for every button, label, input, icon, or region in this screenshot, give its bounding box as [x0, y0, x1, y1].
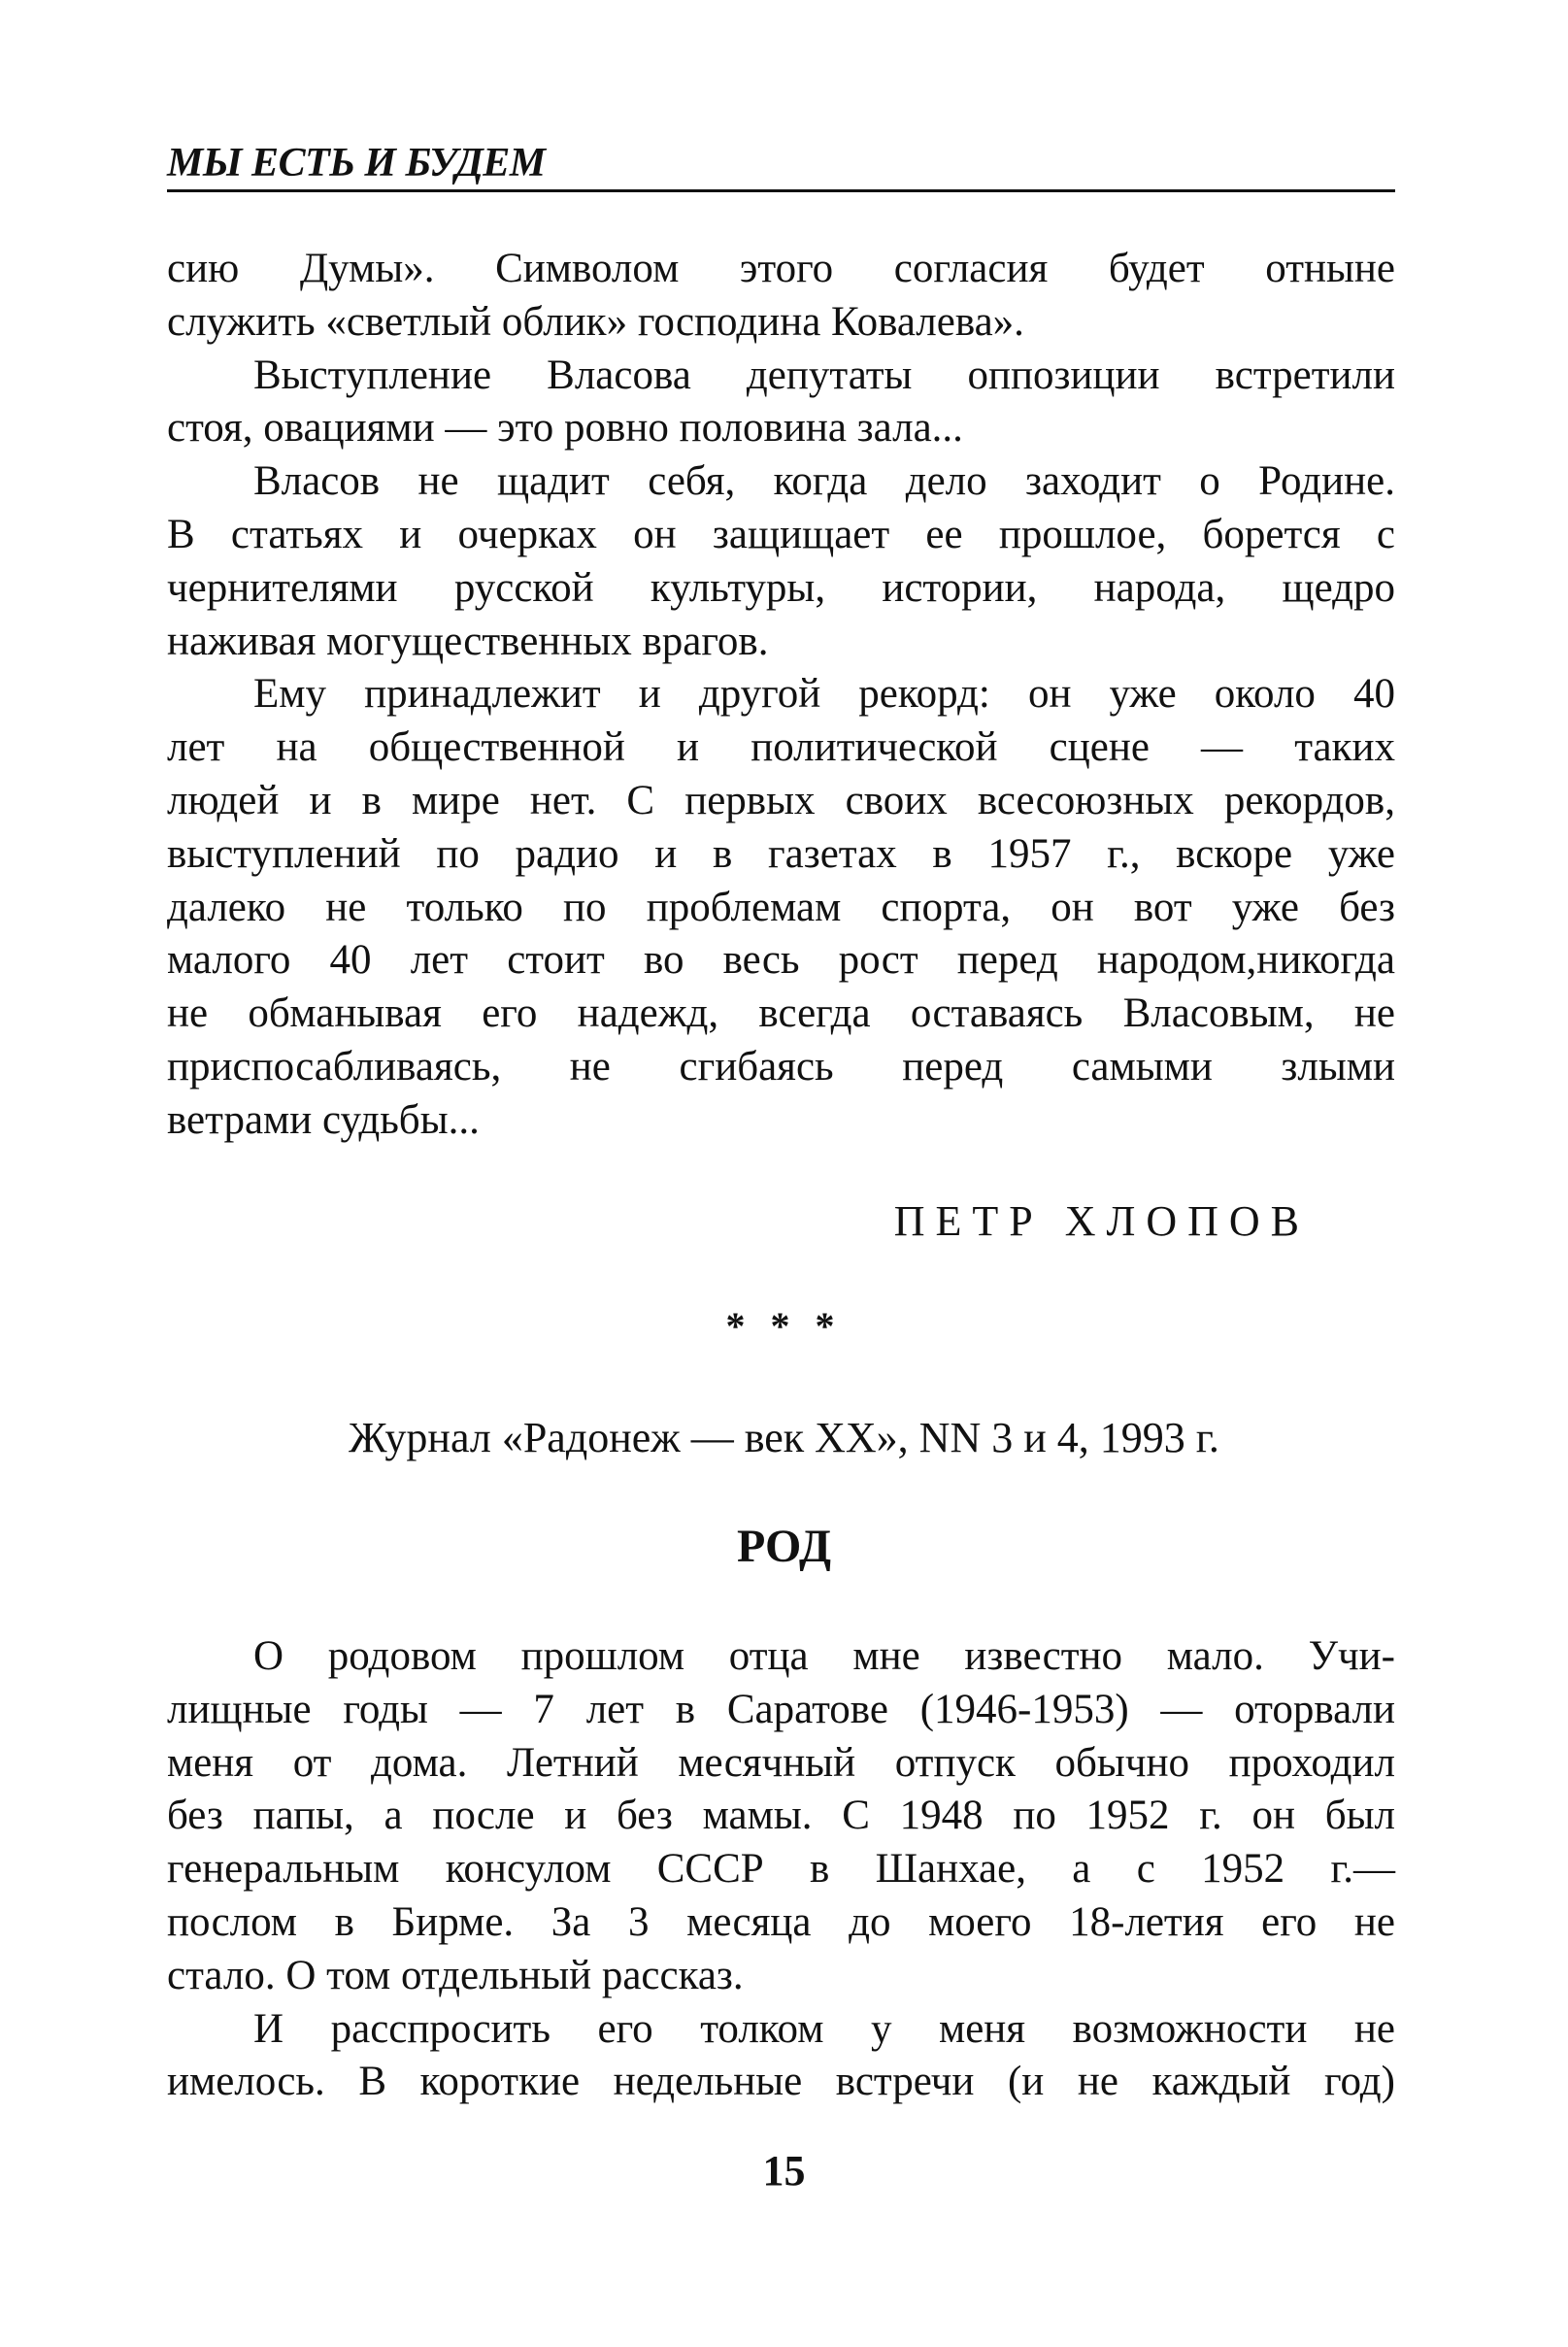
text-line: малого 40 лет стоит во весь рост перед народом,никогда: [167, 937, 1395, 984]
text-line: О родовом прошлом отца мне известно мало. Учи-: [253, 1633, 1395, 1679]
paragraph: [167, 1630, 1395, 2003]
text-line: лищные годы — 7 лет в Саратове (1946-1953) — оторвали: [167, 1686, 1395, 1732]
text-line: генеральным консулом СССР в Шанхае, а с 1952 г.—: [167, 1846, 1395, 1893]
author-signature: ПЕТР ХЛОПОВ: [893, 1197, 1310, 1245]
text-line: ветрами судьбы...: [167, 1096, 480, 1143]
body-text-section-1: [167, 243, 1395, 1148]
source-citation: Журнал «Радонеж — век XX», NN 3 и 4, 1993 г.: [349, 1414, 1219, 1461]
header-rule: [167, 189, 1395, 192]
text-line: чернителями русской культуры, истории, народа, щедро: [167, 564, 1395, 611]
page-number: 15: [762, 2147, 806, 2195]
section-separator: * * *: [725, 1304, 843, 1348]
text-line: выступлений по радио и в газетах в 1957 г., вскоре уже: [167, 830, 1395, 877]
text-line: не обманывая его надежд, всегда оставаясь Власовым, не: [167, 990, 1395, 1037]
paragraph: [167, 350, 1395, 456]
text-line: И расспросить его толком у меня возможности не: [253, 2005, 1395, 2052]
text-line: В статьях и очерках он защищает ее прошлое, борется с: [167, 511, 1395, 557]
text-line: Выступление Власова депутаты оппозиции встретили: [253, 352, 1395, 398]
text-line: людей и в мире нет. С первых своих всесоюзных рекордов,: [167, 777, 1395, 823]
paragraph: [167, 668, 1395, 1147]
text-line: лет на общественной и политической сцене — таких: [167, 724, 1395, 771]
text-line: послом в Бирме. За 3 месяца до моего 18-летия его не: [167, 1898, 1395, 1945]
text-line: без папы, а после и без мамы. С 1948 по 1952 г. он был: [167, 1793, 1395, 1839]
text-line: сию Думы». Символом этого согласия будет отныне: [167, 246, 1395, 291]
text-line: стоя, овациями — это ровно половина зала...: [167, 405, 963, 452]
paragraph: [167, 455, 1395, 668]
text-line: Власов не щадит себя, когда дело заходит о Родине.: [253, 458, 1395, 505]
text-line: служить «светлый облик» господина Ковалева».: [167, 298, 1024, 345]
text-line: наживая могущественных врагов.: [167, 618, 769, 664]
body-text-section-2: [167, 1630, 1395, 2109]
chapter-title: РОД: [736, 1521, 831, 1572]
text-line: Ему принадлежит и другой рекорд: он уже около 40: [253, 671, 1395, 718]
text-line: имелось. В короткие недельные встречи (и не каждый год): [167, 2059, 1395, 2105]
running-header-title: МЫ ЕСТЬ И БУДЕМ: [167, 141, 546, 185]
paragraph: [167, 2003, 1395, 2110]
text-line: стало. О том отдельный рассказ.: [167, 1952, 744, 1998]
running-header: [167, 141, 1395, 192]
text-line: далеко не только по проблемам спорта, он вот уже без: [167, 884, 1395, 930]
text-line: приспосабливаясь, не сгибаясь перед самыми злыми: [167, 1043, 1395, 1090]
text-line: меня от дома. Летний месячный отпуск обычно проходил: [167, 1739, 1395, 1786]
paragraph: [167, 243, 1395, 350]
